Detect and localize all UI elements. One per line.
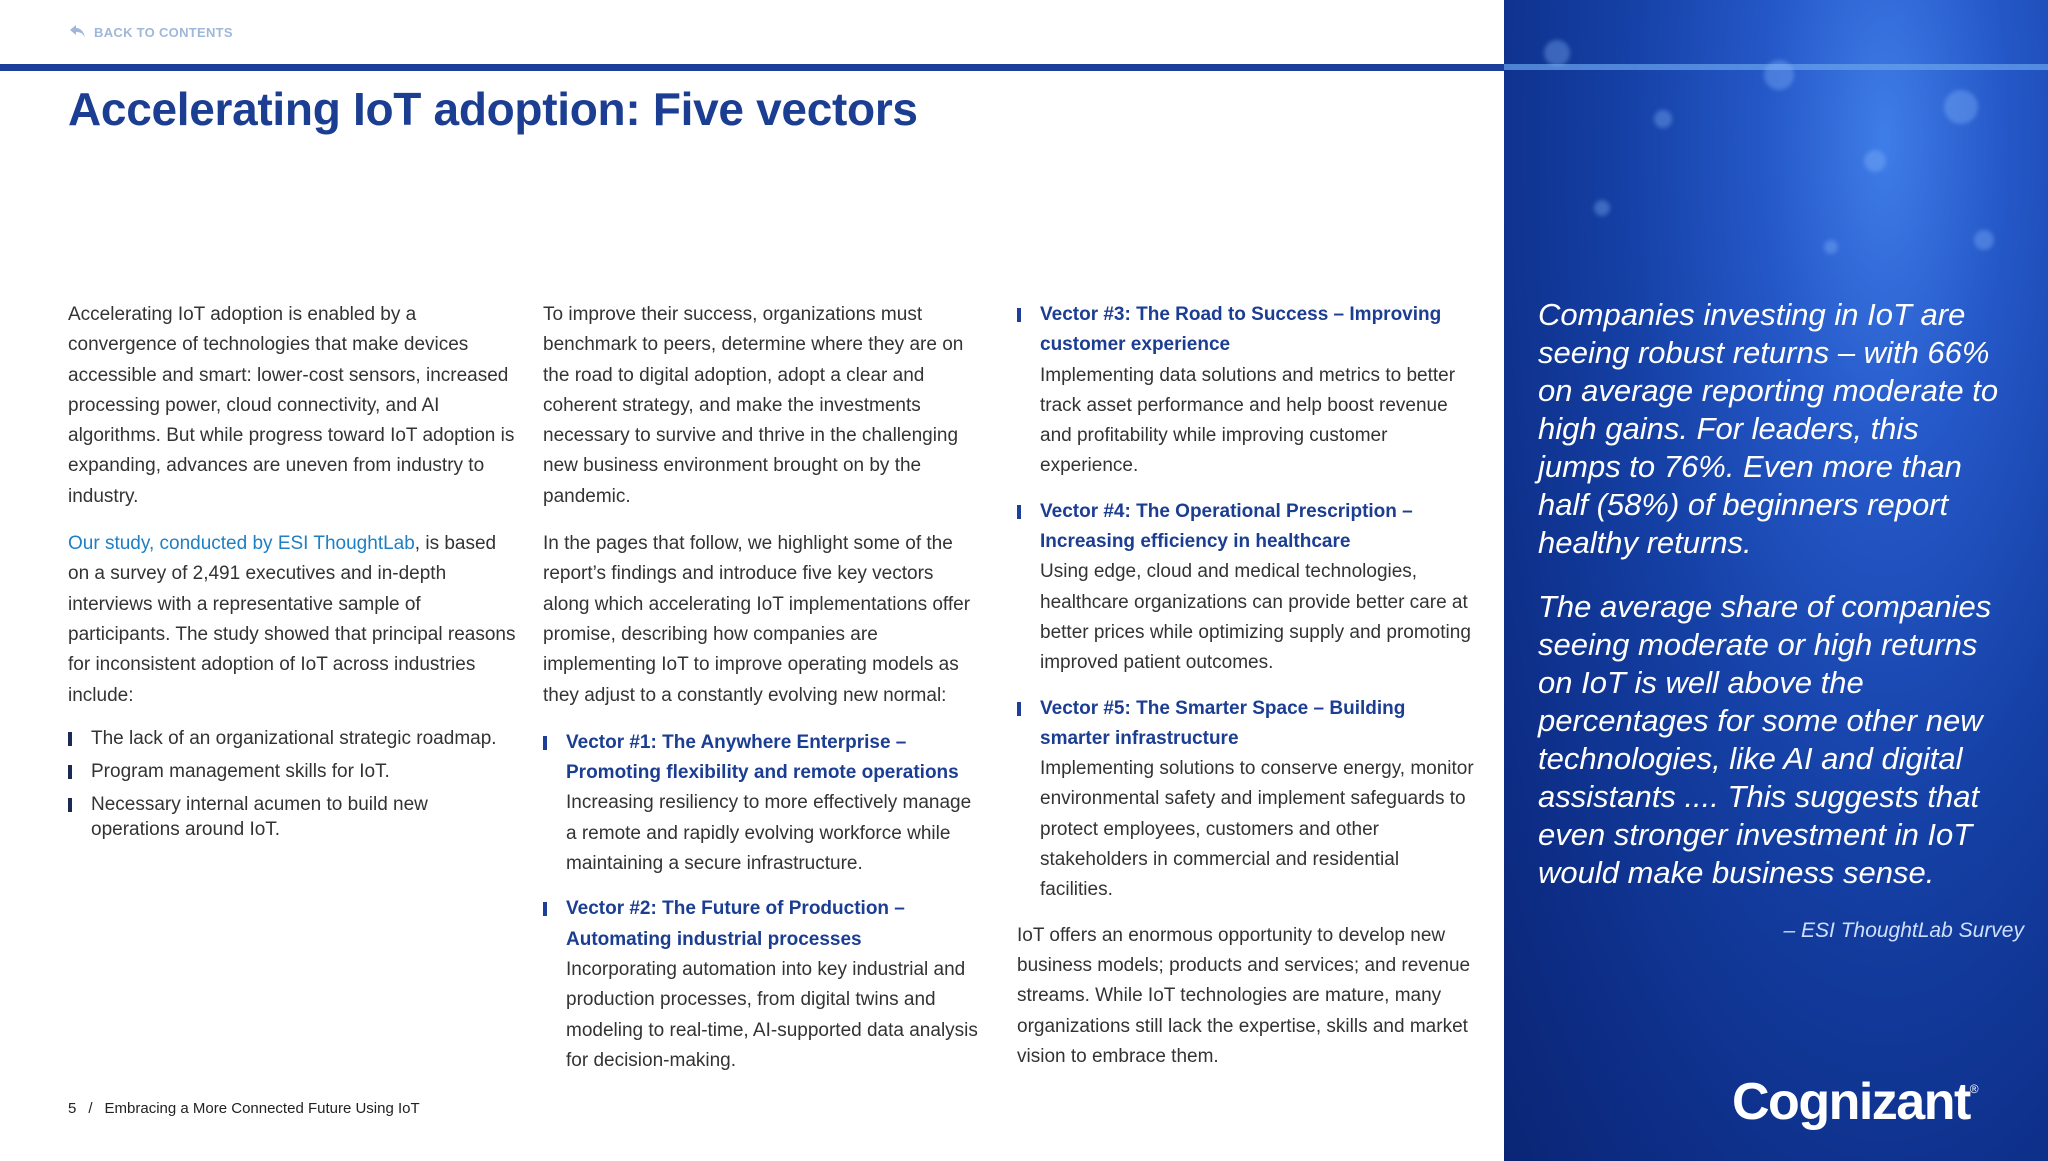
- vector-title: Vector #3: The Road to Success – Improving customer experience: [1040, 304, 1442, 356]
- column-3: [1017, 300, 1477, 1089]
- bokeh-light: [1764, 60, 1794, 90]
- registered-mark: ®: [1969, 1082, 1979, 1096]
- vector-4: [1017, 497, 1477, 679]
- vector-2: [543, 894, 983, 1076]
- footer-separator: /: [88, 1100, 93, 1117]
- bokeh-light: [1824, 240, 1838, 254]
- study-link[interactable]: Our study, conducted by ESI ThoughtLab: [68, 533, 415, 555]
- vector-marker: [1017, 702, 1021, 716]
- reasons-list: [68, 726, 518, 842]
- bokeh-light: [1544, 40, 1570, 66]
- bokeh-light: [1654, 110, 1672, 128]
- header-rule: [0, 64, 1504, 71]
- vector-body: Implementing data solutions and metrics to better track asset performance and help boost revenue and profitability while improving customer experience.: [1040, 364, 1456, 477]
- quote-attribution: – ESI ThoughtLab Survey: [1783, 919, 2024, 942]
- vector-marker: [543, 902, 547, 916]
- back-to-contents-label: BACK TO CONTENTS: [94, 24, 233, 40]
- footer: [68, 1100, 420, 1117]
- vector-body: Incorporating automation into key industrial and production processes, from digital twins and modeling to real-time, AI-supported data analysis for decision-making.: [566, 958, 978, 1071]
- quote-paragraph: Companies investing in IoT are seeing robust returns – with 66% on average reporting moderate to high gains. For leaders, this jumps to 76%. Even more than half (58%) of beginners report healthy returns.: [1538, 297, 1999, 560]
- vectors-intro-paragraph: In the pages that follow, we highlight some of the report’s findings and introduce five key vectors along which accelerating IoT implementations offer promise, describing how companies are implementing IoT to improve operating models as they adjust to a constantly evolving new normal:: [543, 533, 971, 706]
- study-text: , is based on a survey of 2,491 executives and in-depth interviews with a representative sample of participants. The study showed that principal reasons for inconsistent adoption of IoT across industries include:: [68, 533, 516, 706]
- vector-body: Using edge, cloud and medical technologies, healthcare organizations can provide better care at better prices while optimizing supply and promoting improved patient outcomes.: [1040, 561, 1471, 674]
- vector-title: Vector #2: The Future of Production – Automating industrial processes: [566, 898, 905, 950]
- vector-title: Vector #1: The Anywhere Enterprise – Promoting flexibility and remote operations: [566, 731, 959, 784]
- vector-title: Vector #5: The Smarter Space – Building smarter infrastructure: [1040, 697, 1406, 749]
- vector-5: [1017, 694, 1477, 906]
- vector-body: Increasing resiliency to more effectively manage a remote and rapidly evolving workforce while maintaining a secure infrastructure.: [566, 792, 972, 875]
- list-item: Necessary internal acumen to build new operations around IoT.: [68, 792, 518, 842]
- vector-3: [1017, 300, 1477, 482]
- vector-body: Implementing solutions to conserve energy, monitor environmental safety and implement safeguards to protect employees, customers and other stakeholders in commercial and residential facilities.: [1040, 758, 1474, 901]
- study-paragraph: [68, 529, 518, 711]
- vector-marker: [1017, 505, 1021, 519]
- page-number: 5: [68, 1100, 77, 1117]
- page-title: Accelerating IoT adoption: Five vectors: [68, 83, 918, 135]
- vector-title: Vector #4: The Operational Prescription – Increasing efficiency in healthcare: [1040, 500, 1413, 553]
- vector-marker: [543, 736, 547, 750]
- pull-quote: [1538, 296, 2008, 918]
- column-1: [68, 300, 518, 850]
- quote-sidebar: [1504, 0, 2048, 1161]
- logo-text: Cognizant: [1732, 1073, 1970, 1131]
- bokeh-light: [1944, 90, 1978, 124]
- closing-paragraph: IoT offers an enormous opportunity to develop new business models; products and services; and revenue streams. While IoT technologies are mature, many organizations still lack the expertise, skills and market vision to embrace them.: [1017, 924, 1471, 1067]
- list-item: Program management skills for IoT.: [68, 759, 518, 784]
- bokeh-light: [1864, 150, 1886, 172]
- vector-marker: [1017, 308, 1021, 322]
- back-to-contents-link[interactable]: [68, 22, 233, 42]
- intro-paragraph: Accelerating IoT adoption is enabled by a convergence of technologies that make devices accessible and smart: lower-cost sensors, increased processing power, cloud connectivity, and AI algorithms. But while progress toward IoT adoption is expanding, advances are uneven from industry to industry.: [68, 304, 515, 507]
- list-item: The lack of an organizational strategic roadmap.: [68, 726, 518, 751]
- back-arrow-icon: [68, 22, 88, 42]
- vector-1: [543, 728, 983, 879]
- bokeh-light: [1974, 230, 1994, 250]
- column-2: [543, 300, 983, 1091]
- bokeh-light: [1594, 200, 1610, 216]
- benchmark-paragraph: To improve their success, organizations must benchmark to peers, determine where they are on the road to digital adoption, adopt a clear and coherent strategy, and make the investments necessary to survive and thrive in the challenging new business environment brought on by the pandemic.: [543, 304, 964, 507]
- quote-paragraph: The average share of companies seeing moderate or high returns on IoT is well above the percentages for some other new technologies, like AI and digital assistants .... This suggests that even stronger investment in IoT would make business sense.: [1538, 589, 1992, 890]
- cognizant-logo: [1732, 1072, 1979, 1132]
- footer-doc-title: Embracing a More Connected Future Using IoT: [104, 1100, 420, 1117]
